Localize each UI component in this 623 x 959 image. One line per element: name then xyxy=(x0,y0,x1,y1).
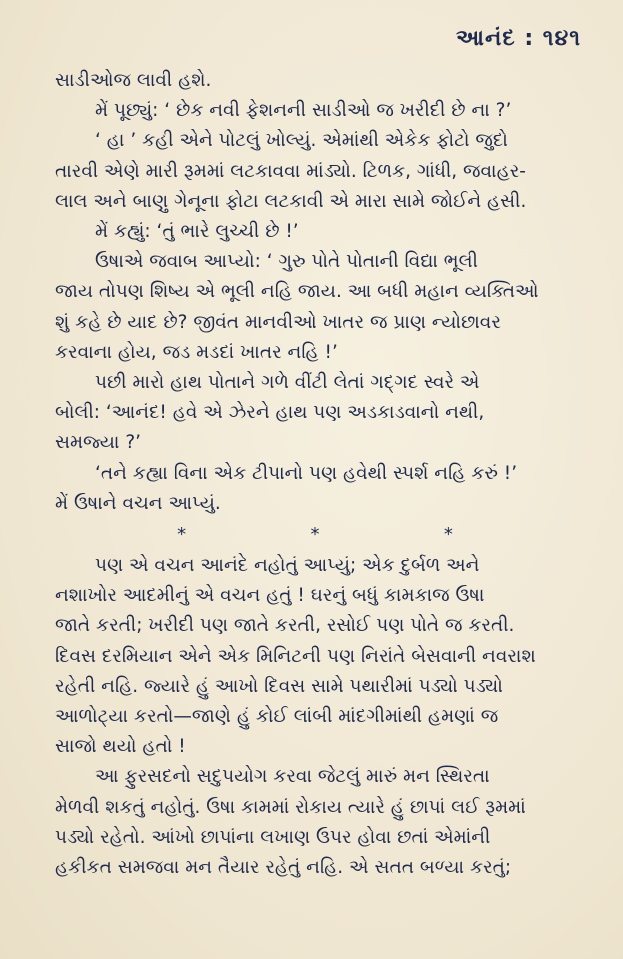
text-after-separator xyxy=(55,551,575,883)
text-line: પણ એ વચન આનંદે નહોતું આપ્યું; એક દુર્બળ અને xyxy=(95,555,480,577)
text-line: શું કહે છે યાદ છે? જીવંત માનવીઓ ખાતર જ પ્રાણ ન્યોછાવર xyxy=(55,311,501,333)
text-line: આળોટ્યા કરતો—જાણે હું કોઈ લાંબી માંદગીમાંથી હમણાં જ xyxy=(55,706,499,728)
section-separator xyxy=(115,519,515,551)
separator-star: * xyxy=(310,524,320,546)
separator-star: * xyxy=(177,524,187,546)
text-line: સમજ્યા ?’ xyxy=(55,432,142,454)
text-line: નશાખોર આદમીનું એ વચન હતું ! ઘરનું બધું કામકાજ ઉષા xyxy=(55,585,485,607)
text-line: બોલી: ‘આનંદ! હવે એ ઝેરને હાથ પણ અડકાડવાનો નથી, xyxy=(55,402,485,424)
text-line: લાલ અને બાણુ ગેનૂના ફોટા લટકાવી એ મારા સામે જોઈને હસી. xyxy=(55,190,527,212)
text-line: હકીકત સમજવા મન તૈયાર રહેતું નહિ. એ સતત બળ્યા કરતું; xyxy=(55,857,512,879)
text-line: આ ફુરસદનો સદુપયોગ કરવા જેટલું મારું મન સ્થિરતા xyxy=(95,766,490,788)
text-line: જાતે કરતી; ખરીદી પણ જાતે કરતી, રસોઈ પણ પોતે જ કરતી. xyxy=(55,615,515,637)
text-line: મેં પૂછ્યું: ‘ છેક નવી ફેશનની સાડીઓ જ ખરીદી છે ના ?’ xyxy=(95,100,512,122)
text-line: સાજો થયો હતો ! xyxy=(55,736,186,758)
text-line: ‘તને કહ્યા વિના એક ટીપાનો પણ હવેથી સ્પર્શ નહિ કરું !’ xyxy=(95,462,518,484)
text-line: મેં કહ્યું: ‘તું ભારે લુચ્ચી છે !’ xyxy=(95,221,299,243)
text-before-separator xyxy=(55,66,575,519)
page-body xyxy=(55,66,575,883)
text-line: દિવસ દરમિયાન એને એક મિનિટની પણ નિરાંતે બેસવાની નવરાશ xyxy=(55,645,536,667)
text-line: પડ્યો રહેતો. આંખો છાપાંના લખાણ ઉપર હોવા છતાં એમાંની xyxy=(55,826,491,848)
text-line: ઉષાએ જવાબ આપ્યો: ‘ ગુરુ પોતે પોતાની વિદ્યા ભૂલી xyxy=(95,251,478,273)
separator-star: * xyxy=(443,524,453,546)
text-line: તારવી એણે મારી રૂમમાં લટકાવવા માંડ્યો. ટિળક, ગાંધી, જવાહર- xyxy=(55,160,526,182)
text-line: પછી મારો હાથ પોતાને ગળે વીંટી લેતાં ગદ્ગદ સ્વરે એ xyxy=(95,372,480,394)
text-line: સાડીઓજ લાવી હશે. xyxy=(55,70,212,91)
text-line: મેં ઉષાને વચન આપ્યું. xyxy=(55,492,221,514)
text-line: ‘ હા ’ કહી એને પોટલું ખોલ્યું. એમાંથી એકેક ફોટો જુદો xyxy=(95,130,508,152)
text-line: કરવાના હોય, જડ મડદાં ખાતર નહિ !’ xyxy=(55,341,338,363)
text-line: મેળવી શકતું નહોતું. ઉષા કામમાં રોકાય ત્યારે હું છાપાં લઈ રૂમમાં xyxy=(55,796,526,818)
text-line: રહેતી નહિ. જ્યારે હું આખો દિવસ સામે પથારીમાં પડ્યો પડ્યો xyxy=(55,675,503,697)
text-line: જાય તોપણ શિષ્ય એ ભૂલી નહિ જાય. આ બધી મહાન વ્યક્તિઓ xyxy=(55,281,539,303)
page-header: આનંદ : ૧૪૧ xyxy=(456,26,581,51)
